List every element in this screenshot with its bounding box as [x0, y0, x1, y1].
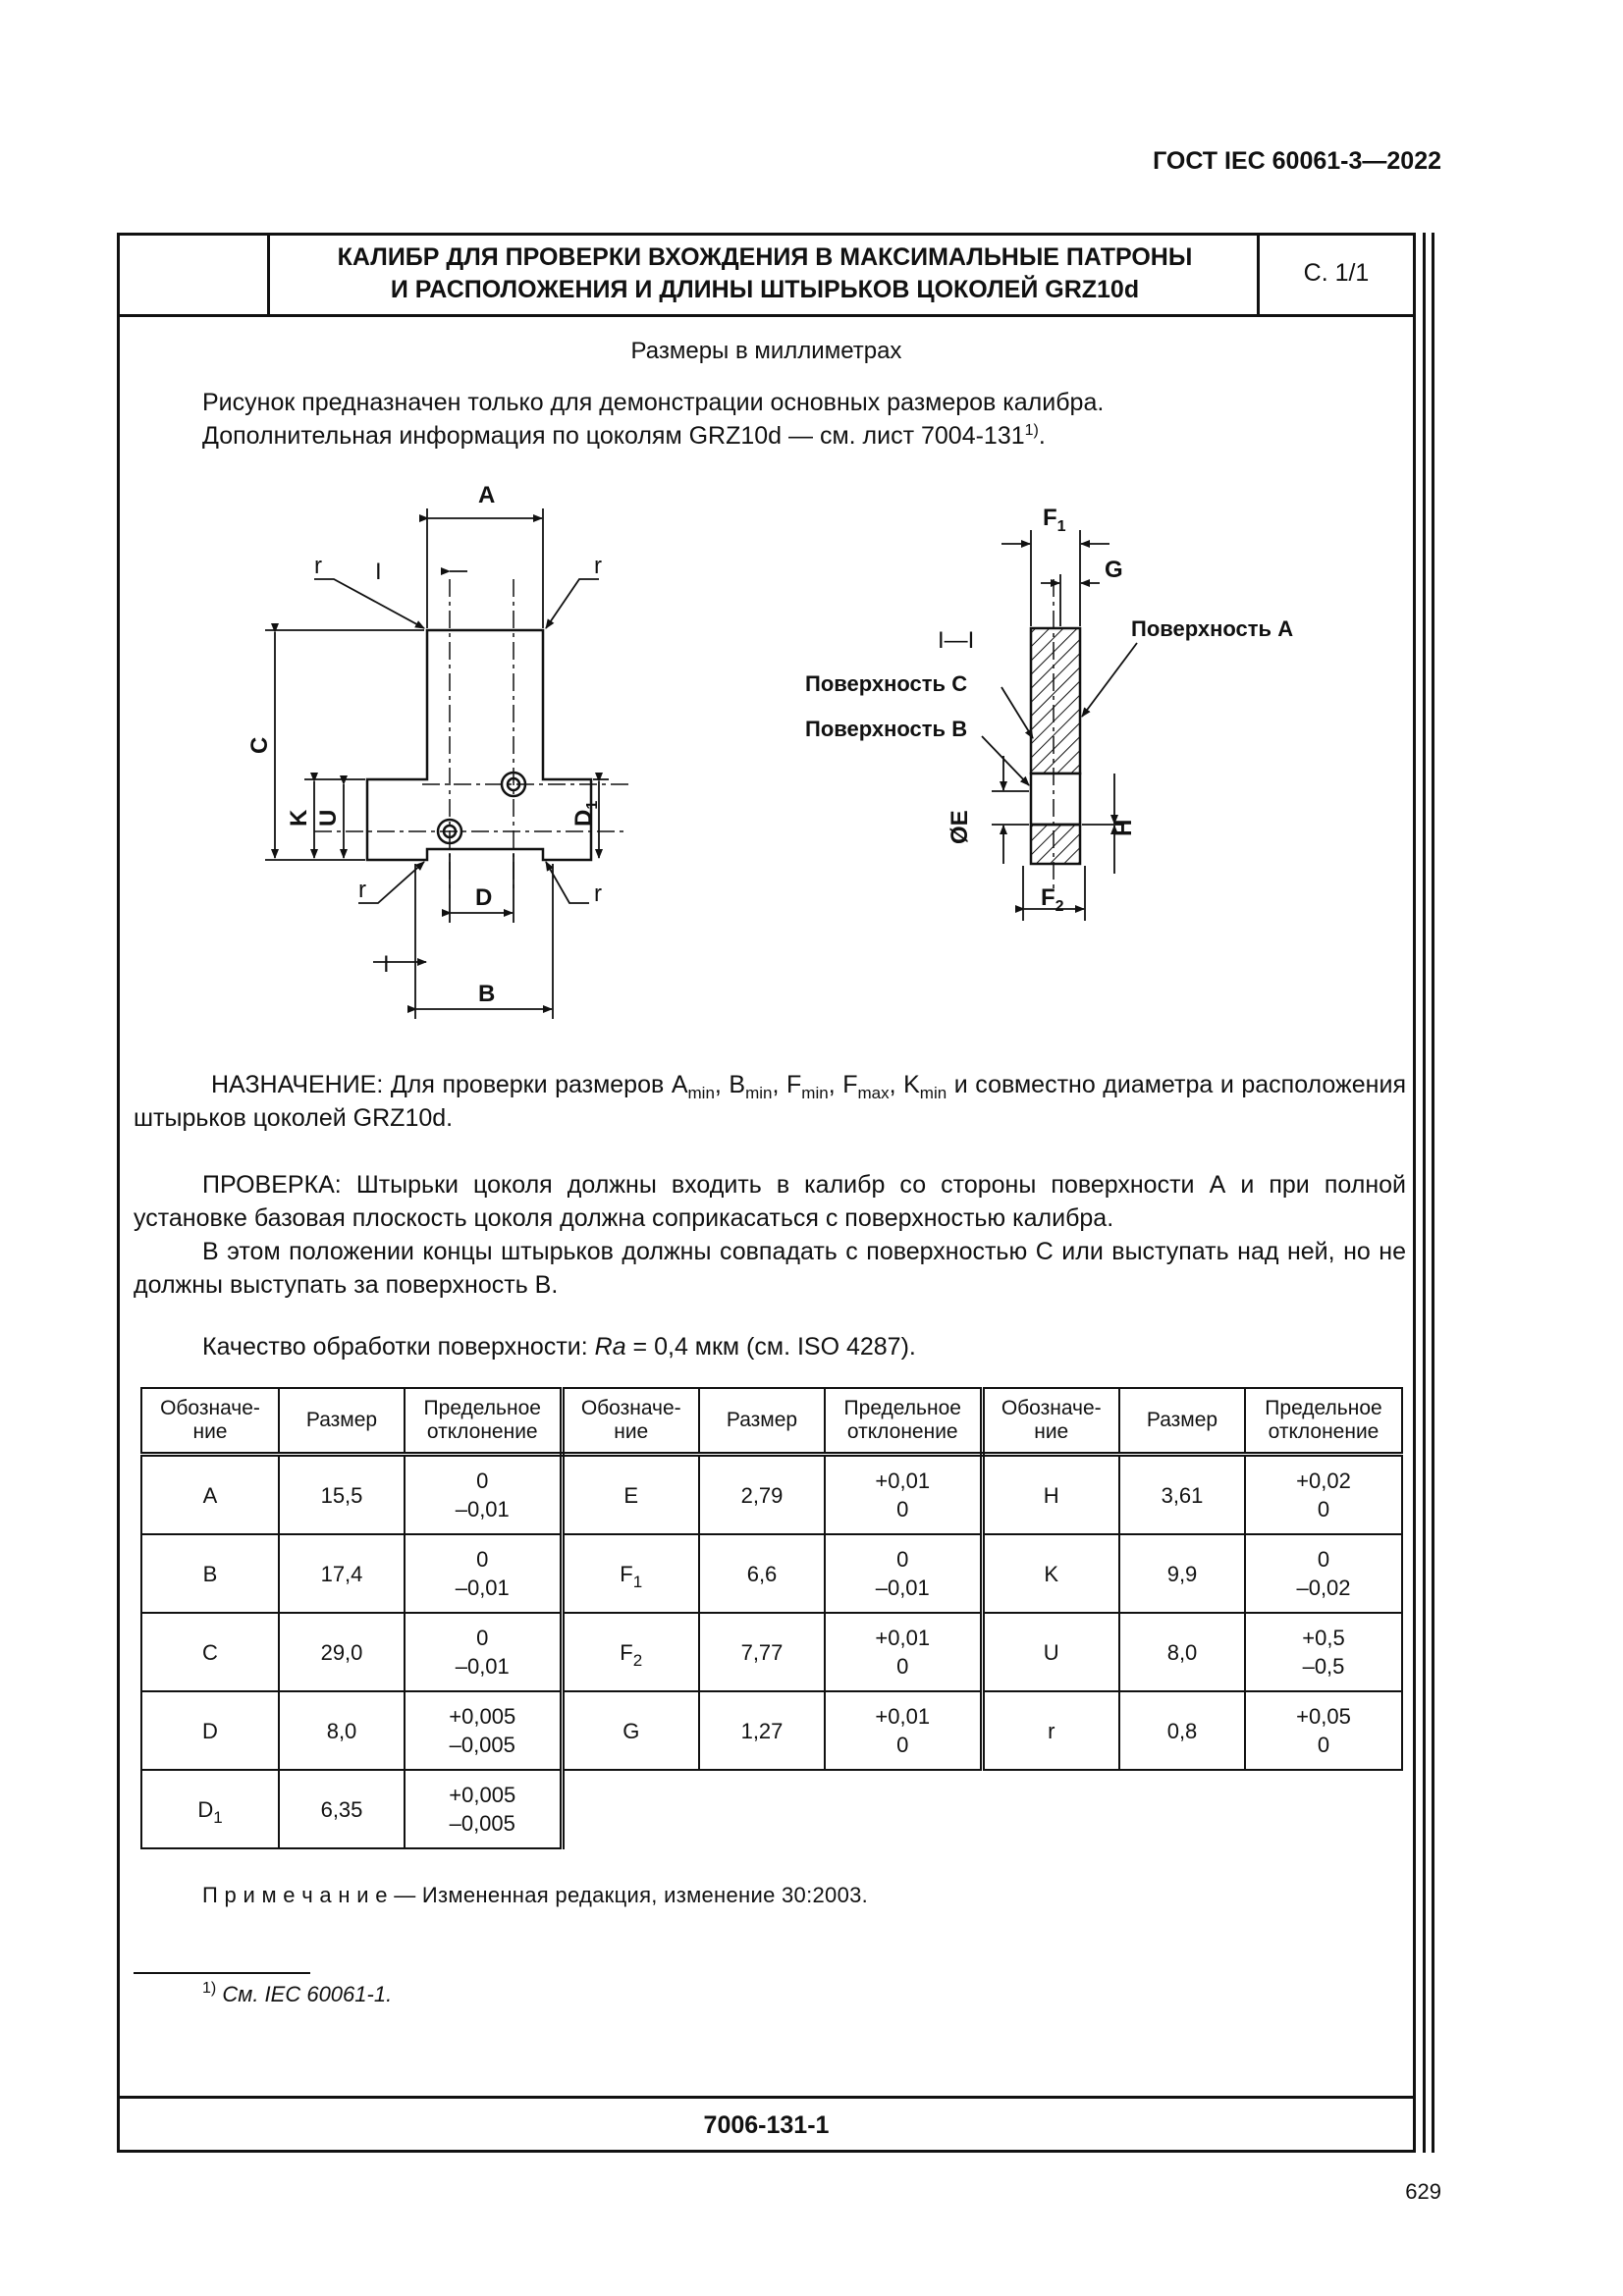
- table-cell-size: 2,79: [699, 1455, 825, 1535]
- table-cell-size: 1,27: [699, 1691, 825, 1770]
- label-r-bl: r: [358, 877, 366, 903]
- table-row: [141, 1455, 1402, 1535]
- table-cell-symbol: E: [562, 1455, 699, 1535]
- table-header-cell: Обозначе- ние: [141, 1388, 279, 1455]
- check-paragraph-2: В этом положении концы штырьков должны совпадать с поверхностью С или выступать над ней, но не должны выступать за поверхность В.: [134, 1238, 1406, 1299]
- table-body: [141, 1455, 1402, 1849]
- table-cell-symbol: $D_1$: [141, 1770, 279, 1848]
- standard-header: ГОСТ IEC 60061-3—2022: [1153, 147, 1441, 175]
- table-row: [141, 1613, 1402, 1691]
- purpose-paragraph: НАЗНАЧЕНИЕ: Для проверки размеров $A_{min}$, $B_{min}$, $F_{min}$, $F_{max}$, $K_{min}$ и совместно диаметра и расположения штырьков цоколей GRZ10d.: [134, 1071, 1406, 1132]
- label-r-br: r: [594, 881, 602, 907]
- label-surface-a: Поверхность A: [1131, 616, 1294, 641]
- table-cell-symbol: U: [982, 1613, 1119, 1691]
- table-cell-size: 9,9: [1119, 1534, 1245, 1613]
- table-cell-tolerance: +0,05 0: [1245, 1691, 1402, 1770]
- table-cell-empty: [982, 1770, 1119, 1848]
- table-cell-symbol: $F_1$: [562, 1534, 699, 1613]
- intro-line-1: Рисунок предназначен только для демонстрации основных размеров калибра.: [202, 389, 1105, 416]
- table-cell-symbol: K: [982, 1534, 1119, 1613]
- intro-line-2: Дополнительная информация по цоколям GRZ10d — см. лист 7004-131$^{1)}$.: [202, 422, 1046, 450]
- table-cell-tolerance: +0,005 –0,005: [405, 1691, 562, 1770]
- table-cell-tolerance: +0,5 –0,5: [1245, 1613, 1402, 1691]
- table-cell-size: 0,8: [1119, 1691, 1245, 1770]
- label-d1: $D_1$: [570, 800, 601, 827]
- table-row: [141, 1691, 1402, 1770]
- label-g: G: [1105, 557, 1123, 583]
- table-cell-tolerance: 0 –0,01: [405, 1455, 562, 1535]
- front-labels: [246, 482, 602, 1007]
- label-a: A: [478, 482, 496, 508]
- label-surface-c: Поверхность C: [805, 671, 968, 696]
- front-dimensions: [265, 508, 609, 1019]
- table-cell-tolerance: 0 –0,01: [405, 1534, 562, 1613]
- table-cell-size: 17,4: [279, 1534, 405, 1613]
- dimensions-table: [140, 1387, 1403, 1849]
- table-cell-size: 15,5: [279, 1455, 405, 1535]
- front-view: [314, 579, 628, 893]
- table-header-cell: Обозначе- ние: [562, 1388, 699, 1455]
- table-cell-empty: [562, 1770, 699, 1848]
- table-cell-size: 3,61: [1119, 1455, 1245, 1535]
- table-cell-size: 6,6: [699, 1534, 825, 1613]
- label-e: ØE: [947, 810, 973, 844]
- table-cell-size: 7,77: [699, 1613, 825, 1691]
- label-k: K: [286, 809, 312, 827]
- label-i-top: I: [375, 559, 382, 585]
- table-cell-symbol: G: [562, 1691, 699, 1770]
- frame-rule-outer-2: [1432, 233, 1434, 2153]
- table-row: [141, 1770, 1402, 1848]
- table-cell-tolerance: +0,01 0: [825, 1613, 982, 1691]
- table-header-cell: Предельное отклонение: [1245, 1388, 1402, 1455]
- sheet-title: КАЛИБР ДЛЯ ПРОВЕРКИ ВХОЖДЕНИЯ В МАКСИМАЛЬНЫЕ ПАТРОНЫ И РАСПОЛОЖЕНИЯ И ДЛИНЫ ШТЫРЬКОВ ЦОКОЛЕЙ GRZ10d: [273, 233, 1260, 314]
- footnote: $^{1)}$ См. IEC 60061-1.: [202, 1980, 393, 2006]
- table-cell-tolerance: 0 –0,01: [825, 1534, 982, 1613]
- label-i-bottom: I: [383, 951, 390, 978]
- table-cell-tolerance: 0 –0,02: [1245, 1534, 1402, 1613]
- table-header-cell: Размер: [1119, 1388, 1245, 1455]
- table-cell-tolerance: 0 –0,01: [405, 1613, 562, 1691]
- sheet-number: 7006-131-1: [117, 2096, 1416, 2153]
- footnote-rule: [134, 1972, 310, 1974]
- table-cell-tolerance: +0,01 0: [825, 1455, 982, 1535]
- table-cell-tolerance: +0,01 0: [825, 1691, 982, 1770]
- label-c: C: [246, 736, 273, 754]
- table-header-cell: Размер: [279, 1388, 405, 1455]
- footnote-ref: 1): [1024, 422, 1039, 439]
- check-section: [134, 1168, 1406, 1302]
- table-header-cell: Предельное отклонение: [825, 1388, 982, 1455]
- amendment-note: П р и м е ч а н и е — Измененная редакция, изменение 30:2003.: [202, 1883, 869, 1907]
- frame-rule-outer: [1423, 233, 1426, 2153]
- table-cell-size: 29,0: [279, 1613, 405, 1691]
- table-cell-symbol: H: [982, 1455, 1119, 1535]
- sheet-page-indicator: С. 1/1: [1303, 259, 1370, 287]
- title-row: [117, 233, 1416, 317]
- table-cell-symbol: r: [982, 1691, 1119, 1770]
- check-paragraph-1: ПРОВЕРКА: Штырьки цоколя должны входить в калибр со стороны поверхности А и при полной установке базовая плоскость цоколя должна соприкасаться с поверхностью калибра.: [134, 1171, 1406, 1232]
- table-header-cell: Предельное отклонение: [405, 1388, 562, 1455]
- label-u: U: [315, 809, 342, 827]
- label-d: D: [475, 884, 493, 911]
- table-cell-empty: [825, 1770, 982, 1848]
- label-h: H: [1110, 819, 1137, 836]
- table-header-cell: Обозначе- ние: [982, 1388, 1119, 1455]
- table-cell-size: 6,35: [279, 1770, 405, 1848]
- table-cell-symbol: $F_2$: [562, 1613, 699, 1691]
- label-f2: $F_2$: [1041, 884, 1064, 915]
- table-header-row: [141, 1388, 1402, 1455]
- table-cell-empty: [699, 1770, 825, 1848]
- table-cell-empty: [1245, 1770, 1402, 1848]
- title-blank-cell: [117, 233, 270, 314]
- table-cell-tolerance: +0,005 –0,005: [405, 1770, 562, 1848]
- table-cell-size: 8,0: [1119, 1613, 1245, 1691]
- page-number: 629: [1405, 2179, 1441, 2204]
- label-surface-b: Поверхность B: [805, 717, 968, 741]
- table-cell-symbol: B: [141, 1534, 279, 1613]
- label-b: B: [478, 981, 496, 1007]
- section-view: [1031, 579, 1080, 893]
- table-header-cell: Размер: [699, 1388, 825, 1455]
- table-cell-size: 8,0: [279, 1691, 405, 1770]
- units-note: Размеры в миллиметрах: [630, 338, 902, 364]
- gauge-drawing: [196, 481, 1375, 1041]
- label-r-tr: r: [594, 553, 602, 579]
- surface-quality: Качество обработки поверхности: Ra = 0,4 мкм (см. ISO 4287).: [202, 1333, 916, 1361]
- table-row: [141, 1534, 1402, 1613]
- table-cell-empty: [1119, 1770, 1245, 1848]
- label-f1: $F_1$: [1043, 505, 1066, 535]
- table-cell-symbol: C: [141, 1613, 279, 1691]
- table-cell-tolerance: +0,02 0: [1245, 1455, 1402, 1535]
- label-section-i: I—I: [938, 627, 975, 654]
- label-r-tl: r: [314, 553, 322, 579]
- table-cell-symbol: A: [141, 1455, 279, 1535]
- table-cell-symbol: D: [141, 1691, 279, 1770]
